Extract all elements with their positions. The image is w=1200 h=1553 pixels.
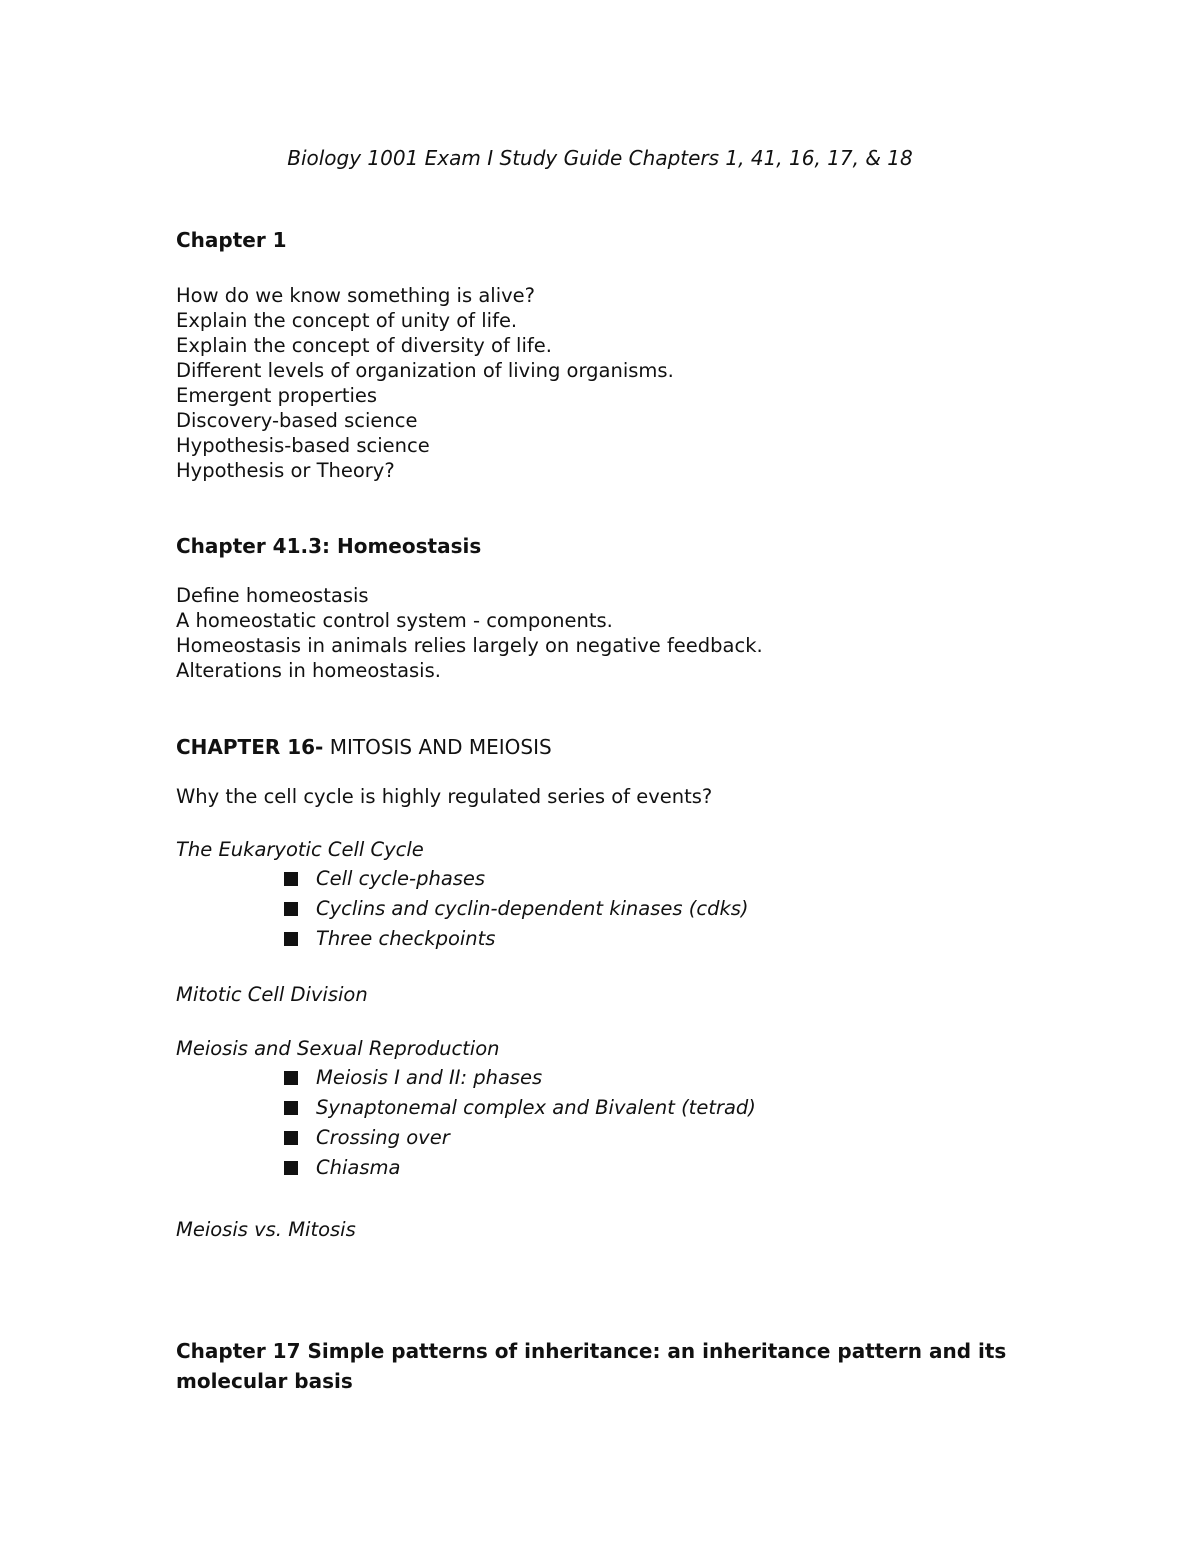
cell-cycle-group (176, 837, 1016, 954)
chapter-1-item: Hypothesis or Theory? (176, 459, 395, 482)
cell-cycle-label: The Eukaryotic Cell Cycle (176, 838, 424, 861)
chapter-1-item: How do we know something is alive? (176, 284, 536, 307)
square-bullet-icon (284, 1101, 298, 1115)
list-item (176, 924, 1016, 954)
chapter-16-question (176, 784, 1016, 809)
chapter-16-question-text: Why the cell cycle is highly regulated series of events? (176, 785, 713, 808)
chapter-1-section (176, 226, 1016, 254)
bullet-text: Synaptonemal complex and Bivalent (tetrad) (316, 1096, 756, 1119)
chapter-41-section (176, 532, 1016, 560)
chapter-16-heading-rest: MITOSIS AND MEIOSIS (323, 735, 552, 759)
comparison-label: Meiosis vs. Mitosis (176, 1218, 356, 1241)
bullet-text: Cell cycle-phases (316, 867, 486, 890)
chapter-17-section (176, 1336, 1016, 1396)
chapter-41-heading: Chapter 41.3: Homeostasis (176, 534, 482, 558)
chapter-41-item: A homeostatic control system - components. (176, 609, 613, 632)
square-bullet-icon (284, 932, 298, 946)
square-bullet-icon (284, 1131, 298, 1145)
chapter-1-item: Explain the concept of diversity of life. (176, 334, 552, 357)
comparison-group (176, 1217, 1016, 1242)
chapter-41-item: Define homeostasis (176, 584, 369, 607)
chapter-16-section (176, 733, 1016, 761)
list-item (176, 1093, 1016, 1123)
mitotic-label: Mitotic Cell Division (176, 983, 368, 1006)
chapter-16-heading-bold: CHAPTER 16- (176, 735, 324, 759)
chapter-1-item: Explain the concept of unity of life. (176, 309, 518, 332)
bullet-text: Crossing over (316, 1126, 450, 1149)
list-item (176, 1123, 1016, 1153)
list-item (176, 894, 1016, 924)
bullet-text: Chiasma (316, 1156, 401, 1179)
meiosis-label: Meiosis and Sexual Reproduction (176, 1037, 500, 1060)
bullet-text: Cyclins and cyclin-dependent kinases (cdks) (316, 897, 749, 920)
square-bullet-icon (284, 1161, 298, 1175)
chapter-16-heading (176, 733, 1016, 761)
cell-cycle-bullets (176, 864, 1016, 954)
chapter-1-list (176, 283, 1016, 483)
chapter-41-item: Homeostasis in animals relies largely on negative feedback. (176, 634, 763, 657)
meiosis-group (176, 1036, 1016, 1183)
bullet-text: Three checkpoints (316, 927, 496, 950)
square-bullet-icon (284, 872, 298, 886)
chapter-1-item: Emergent properties (176, 384, 378, 407)
bullet-text: Meiosis I and II: phases (316, 1066, 543, 1089)
chapter-1-heading: Chapter 1 (176, 228, 287, 252)
chapter-1-item: Hypothesis-based science (176, 434, 430, 457)
chapter-41-list (176, 583, 1016, 683)
square-bullet-icon (284, 1071, 298, 1085)
document-title: Biology 1001 Exam I Study Guide Chapters 1, 41, 16, 17, & 18 (287, 146, 913, 170)
meiosis-bullets (176, 1063, 1016, 1183)
list-item (176, 1153, 1016, 1183)
chapter-41-item: Alterations in homeostasis. (176, 659, 441, 682)
mitotic-group (176, 982, 1016, 1007)
list-item (176, 864, 1016, 894)
list-item (176, 1063, 1016, 1093)
square-bullet-icon (284, 902, 298, 916)
chapter-1-item: Discovery-based science (176, 409, 418, 432)
chapter-17-heading-line-1: Chapter 17 Simple patterns of inheritance: an inheritance pattern and its (176, 1339, 1007, 1363)
chapter-17-heading-line-2: molecular basis (176, 1369, 353, 1393)
chapter-1-item: Different levels of organization of living organisms. (176, 359, 674, 382)
